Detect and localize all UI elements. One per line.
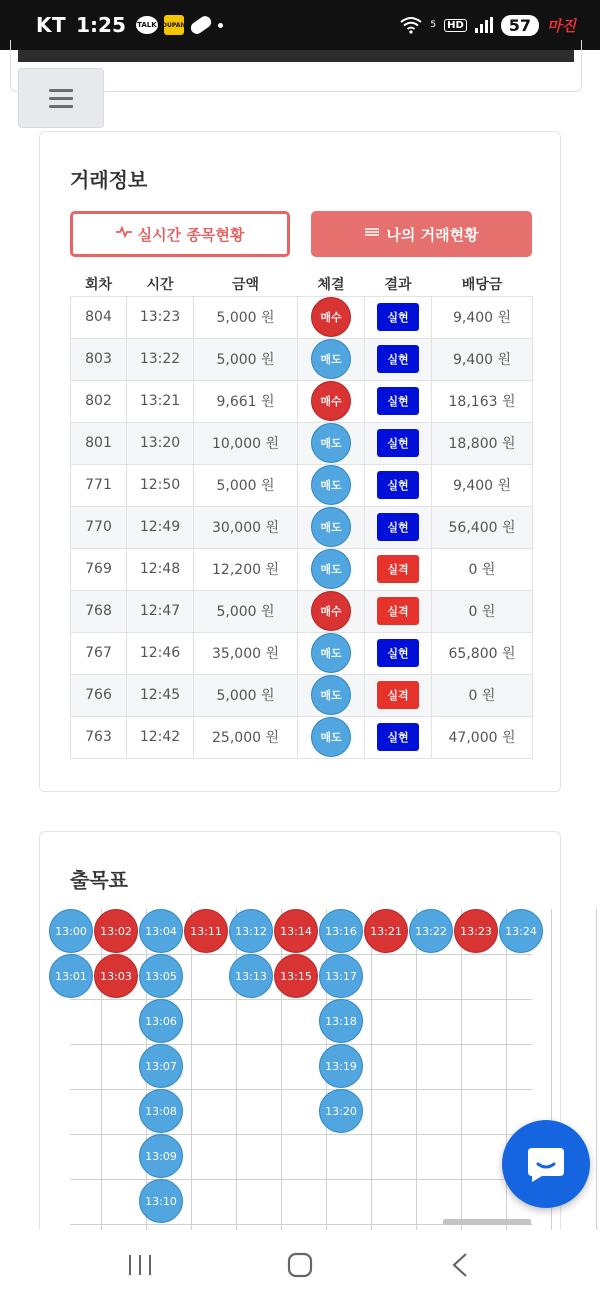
result-lose-badge: 실격	[377, 681, 419, 709]
grid-line	[70, 1089, 532, 1090]
result-lose-badge: 실격	[377, 597, 419, 625]
menu-icon-line	[49, 105, 73, 108]
sell-result-ball: 13:09	[139, 1134, 183, 1178]
table-row	[71, 506, 533, 548]
horizontal-scrollbar[interactable]	[443, 1219, 531, 1225]
result-lose-badge: 실격	[377, 555, 419, 583]
result-cell	[365, 716, 432, 758]
sell-result-ball: 13:01	[49, 954, 93, 998]
table-row	[71, 464, 533, 506]
buy-result-ball: 13:02	[94, 909, 138, 953]
result-cell	[365, 632, 432, 674]
grid-line	[596, 909, 597, 1249]
payout-cell: 56,400 원	[432, 506, 533, 548]
column-header: 시간	[146, 276, 174, 293]
recent-apps-button[interactable]	[110, 1245, 170, 1285]
side-cell	[298, 338, 365, 380]
round-cell: 802	[71, 380, 127, 422]
side-cell	[298, 464, 365, 506]
sell-ball: 매도	[311, 465, 351, 505]
trade-info-card	[39, 131, 561, 792]
table-header-row	[71, 272, 533, 296]
table-row	[71, 380, 533, 422]
coupang-icon: COUPANG	[164, 15, 184, 35]
column-header: 금액	[231, 276, 260, 293]
table-row	[71, 422, 533, 464]
side-cell	[298, 296, 365, 338]
network-type-label: 5	[430, 20, 437, 30]
battery-indicator: 57	[501, 15, 539, 36]
home-button[interactable]	[270, 1245, 330, 1285]
sell-result-ball: 13:22	[409, 909, 453, 953]
amount-cell: 5,000 원	[194, 296, 298, 338]
chat-button[interactable]	[502, 1120, 590, 1208]
sell-result-ball: 13:04	[139, 909, 183, 953]
result-win-badge: 실현	[377, 639, 419, 667]
time-cell: 13:20	[127, 422, 194, 464]
payout-cell: 18,800 원	[432, 422, 533, 464]
payout-cell: 9,400 원	[432, 338, 533, 380]
result-win-badge: 실현	[377, 345, 419, 373]
system-icons	[400, 15, 576, 36]
round-cell: 770	[71, 506, 127, 548]
time-cell: 12:45	[127, 674, 194, 716]
chat-icon	[524, 1144, 568, 1184]
result-cell	[365, 590, 432, 632]
result-cell	[365, 548, 432, 590]
table-row	[71, 296, 533, 338]
result-cell	[365, 380, 432, 422]
time-cell: 13:22	[127, 338, 194, 380]
amount-cell: 35,000 원	[194, 632, 298, 674]
result-win-badge: 실현	[377, 513, 419, 541]
sell-ball: 매도	[311, 717, 351, 757]
buy-result-ball: 13:03	[94, 954, 138, 998]
header-dark-strip	[18, 50, 574, 62]
amount-cell: 12,200 원	[194, 548, 298, 590]
side-cell	[298, 380, 365, 422]
time-cell: 12:42	[127, 716, 194, 758]
sell-result-ball: 13:18	[319, 999, 363, 1043]
sell-ball: 매도	[311, 507, 351, 547]
system-nav-bar	[0, 1230, 600, 1300]
sell-ball: 매도	[311, 633, 351, 673]
amount-cell: 9,661 원	[194, 380, 298, 422]
table-row	[71, 674, 533, 716]
column-header: 체결	[317, 276, 345, 293]
hamburger-menu-button[interactable]	[18, 68, 104, 128]
buy-result-ball: 13:21	[364, 909, 408, 953]
pulse-icon	[116, 226, 132, 242]
round-cell: 801	[71, 422, 127, 464]
sell-result-ball: 13:12	[229, 909, 273, 953]
result-cell	[365, 506, 432, 548]
trade-table	[70, 272, 533, 759]
time-cell: 12:49	[127, 506, 194, 548]
amount-cell: 5,000 원	[194, 674, 298, 716]
side-cell	[298, 590, 365, 632]
table-row	[71, 548, 533, 590]
round-cell: 763	[71, 716, 127, 758]
watermark-logo: 마진	[547, 16, 576, 35]
grid-line	[70, 999, 532, 1000]
back-button[interactable]	[430, 1245, 490, 1285]
table-row	[71, 716, 533, 758]
sell-ball: 매도	[311, 423, 351, 463]
round-cell: 804	[71, 296, 127, 338]
sell-result-ball: 13:17	[319, 954, 363, 998]
round-cell: 769	[71, 548, 127, 590]
sell-ball: 매도	[311, 549, 351, 589]
realtime-status-button[interactable]	[70, 211, 290, 257]
amount-cell: 10,000 원	[194, 422, 298, 464]
my-trades-button[interactable]	[311, 211, 532, 257]
result-cell	[365, 296, 432, 338]
table-row	[71, 632, 533, 674]
payout-cell: 65,800 원	[432, 632, 533, 674]
sell-result-ball: 13:06	[139, 999, 183, 1043]
result-cell	[365, 464, 432, 506]
sell-result-ball: 13:00	[49, 909, 93, 953]
sell-result-ball: 13:20	[319, 1089, 363, 1133]
payout-cell: 0 원	[432, 548, 533, 590]
side-cell	[298, 632, 365, 674]
amount-cell: 5,000 원	[194, 338, 298, 380]
signal-icon	[475, 17, 493, 33]
grid-line	[191, 909, 192, 1249]
time-cell: 12:46	[127, 632, 194, 674]
sell-result-ball: 13:16	[319, 909, 363, 953]
time-cell: 12:47	[127, 590, 194, 632]
side-cell	[298, 422, 365, 464]
buy-result-ball: 13:23	[454, 909, 498, 953]
home-icon	[287, 1252, 313, 1278]
sell-result-ball: 13:07	[139, 1044, 183, 1088]
payout-cell: 0 원	[432, 674, 533, 716]
more-notifications-icon	[218, 23, 223, 28]
side-cell	[298, 506, 365, 548]
sell-result-ball: 13:13	[229, 954, 273, 998]
round-cell: 767	[71, 632, 127, 674]
menu-icon-line	[49, 89, 73, 92]
table-row	[71, 338, 533, 380]
result-grid[interactable]	[55, 909, 537, 1249]
hd-voice-icon: HD	[444, 19, 467, 32]
list-lines-icon	[364, 226, 380, 242]
side-cell	[298, 716, 365, 758]
buy-ball: 매수	[311, 591, 351, 631]
buy-result-ball: 13:11	[184, 909, 228, 953]
result-win-badge: 실현	[377, 387, 419, 415]
pill-icon	[188, 14, 213, 36]
sell-result-ball: 13:08	[139, 1089, 183, 1133]
my-trades-label: 나의 거래현황	[386, 225, 479, 244]
payout-cell: 9,400 원	[432, 296, 533, 338]
amount-cell: 5,000 원	[194, 590, 298, 632]
column-header: 회차	[84, 276, 113, 293]
column-header: 배당금	[461, 276, 503, 293]
trade-info-title: 거래정보	[70, 168, 148, 192]
payout-cell: 18,163 원	[432, 380, 533, 422]
side-cell	[298, 548, 365, 590]
round-cell: 768	[71, 590, 127, 632]
sell-result-ball: 13:05	[139, 954, 183, 998]
payout-cell: 9,400 원	[432, 464, 533, 506]
trade-table-body	[71, 296, 533, 758]
time-cell: 12:48	[127, 548, 194, 590]
notification-icons	[136, 15, 223, 35]
time-cell: 12:50	[127, 464, 194, 506]
sell-result-ball: 13:24	[499, 909, 543, 953]
buy-result-ball: 13:14	[274, 909, 318, 953]
grid-line	[371, 909, 372, 1249]
column-header: 결과	[384, 276, 412, 293]
grid-line	[70, 1179, 532, 1180]
clock: 1:25	[76, 13, 126, 37]
payout-cell: 0 원	[432, 590, 533, 632]
sell-ball: 매도	[311, 675, 351, 715]
grid-line	[70, 1044, 532, 1045]
grid-line	[461, 909, 462, 1249]
sell-result-ball: 13:19	[319, 1044, 363, 1088]
grid-line	[416, 909, 417, 1249]
result-cell	[365, 674, 432, 716]
table-row	[71, 590, 533, 632]
result-win-badge: 실현	[377, 303, 419, 331]
payout-cell: 47,000 원	[432, 716, 533, 758]
amount-cell: 25,000 원	[194, 716, 298, 758]
wifi-icon	[400, 16, 422, 34]
trade-table-container[interactable]	[70, 272, 532, 764]
amount-cell: 5,000 원	[194, 464, 298, 506]
result-chart-title: 출목표	[70, 868, 128, 892]
realtime-status-label: 실시간 종목현황	[137, 225, 245, 244]
back-icon	[451, 1252, 469, 1278]
buy-ball: 매수	[311, 297, 351, 337]
time-cell: 13:23	[127, 296, 194, 338]
buy-ball: 매수	[311, 381, 351, 421]
round-cell: 803	[71, 338, 127, 380]
sell-result-ball: 13:10	[139, 1179, 183, 1223]
side-cell	[298, 674, 365, 716]
result-win-badge: 실현	[377, 429, 419, 457]
result-win-badge: 실현	[377, 723, 419, 751]
grid-line	[70, 1134, 532, 1135]
buy-result-ball: 13:15	[274, 954, 318, 998]
result-win-badge: 실현	[377, 471, 419, 499]
grid-line	[506, 909, 507, 1249]
round-cell: 766	[71, 674, 127, 716]
time-cell: 13:21	[127, 380, 194, 422]
amount-cell: 30,000 원	[194, 506, 298, 548]
recent-apps-icon	[127, 1254, 153, 1276]
result-cell	[365, 422, 432, 464]
round-cell: 771	[71, 464, 127, 506]
kakaotalk-icon: TALK	[136, 16, 158, 34]
result-chart-card	[39, 831, 561, 1251]
carrier-label: KT	[36, 13, 67, 37]
sell-ball: 매도	[311, 339, 351, 379]
menu-icon-line	[49, 97, 73, 100]
result-cell	[365, 338, 432, 380]
